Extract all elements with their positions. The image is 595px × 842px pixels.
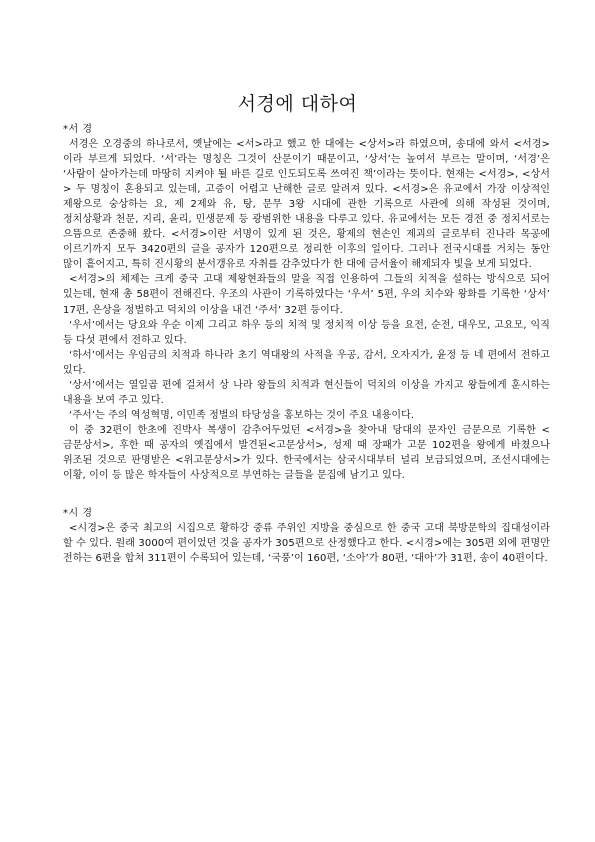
paragraph: <시경>은 중국 최고의 시집으로 황하강 중류 주위인 지방을 중심으로 한 중국 고대 북방문학의 집대성이라 할 수 있다. 원래 3000여 편이었던 것을 공자가 305편으로 산정했다고 한다. <시경>에는 305편 외에 편명만 전하는 6편을 합쳐 311편이 수록되어 있는데, ‘국풍’이 160편, ‘소아’가 80편, ‘대아’가 31편, 송이 40편이다.	[63, 523, 550, 565]
section-heading-sigyeong: *시 경	[63, 508, 93, 520]
paragraph: ‘상서’에서는 열일곱 편에 걸쳐서 상 나라 왕들의 치적과 현신들이 덕치의 이상을 가지고 왕들에게 훈시하는 내용을 보여 주고 있다.	[63, 379, 550, 406]
paragraph: ‘우서’에서는 당요와 우순 이제 그리고 하우 등의 치적 및 정치적 이상 등을 요전, 순전, 대우모, 고요모, 익직 등 다섯 편에서 전하고 있다.	[63, 319, 550, 346]
paragraph: ‘주서’는 주의 역성혁명, 이민족 정벌의 타당성을 홍보하는 것이 주요 내용이다.	[69, 409, 415, 421]
document-title: 서경에 대하여	[237, 93, 358, 115]
paragraph: 서경은 오경중의 하나로서, 옛날에는 <서>라고 했고 한 대에는 <상서>라 하였으며, 송대에 와서 <서경>이라 부르게 되었다. ‘서’라는 명칭은 그것이 산문이기 때문이고, ‘상서’는 높여서 부르는 말이며, ‘서경’은 ‘사람이 살아가는데 마땅히 지켜야 될 바른 길로 인도되도록 쓰여진 책’이라는 뜻이다. 현재는 <서경>, <상서> 두 명칭이 혼용되고 있는데, 고증이 어렵고 난해한 글로 알려져 있다. <서경>은 유교에서 가장 이상적인 제왕으로 숭상하는 요, 제 2제와 유, 탕, 문무 3왕 시대에 관한 기록으로 사관에 의해 작성된 것이며, 정치상황과 천문, 지리, 윤리, 민생문제 등 광범위한 내용을 다루고 있다. 유교에서는 모든 경전 중 정치서로는 으뜸으로 존중해 왔다. <서경>이란 서명이 있게 된 것은, 황제의 현손인 제괴의 글로부터 진나라 목공에 이르기까지 모두 3420편의 글을 공자가 120편으로 정리한 이후의 일이다. 그러나 전국시대를 거치는 동안 많이 흩어지고, 특히 진시황의 분서갱유로 자취를 감추었다가 한 대에 금서율이 해제되자 빛을 보게 되었다.	[63, 139, 550, 271]
section-heading-seogyeong: *서 경	[63, 124, 93, 135]
document-body	[63, 122, 550, 566]
paragraph: <서경>의 체제는 크게 중국 고대 제왕현좌들의 말을 직접 인용하여 그들의 치적을 설하는 방식으로 되어 있는데, 현재 총 58편이 전해진다. 우조의 사관이 기록하였다는 ‘우서’ 5편, 우의 치수와 왕화를 기록한 ‘상서’ 17편, 은상을 정벌하고 덕치의 이상을 내건 ‘주서’ 32편 등이다.	[63, 274, 550, 316]
section-spacer	[63, 483, 550, 506]
paragraph: 이 중 32편이 한초에 진박사 복생이 감추어두었던 <서경>을 찾아내 당대의 문자인 금문으로 기록한 <금문상서>, 후한 때 공자의 옛집에서 발견된<고문상서>, 성제 때 장패가 고문 102편을 왕에게 바쳤으나 위조된 것으로 판명받은 <위고문상서>가 있다. 한국에서는 삼국시대부터 널리 보급되었으며, 조선시대에는 이황, 이이 등 많은 학자들이 사상적으로 부연하는 글들을 문집에 남기고 있다.	[63, 424, 550, 482]
paragraph: ‘하서’에서는 우임금의 치적과 하나라 초기 역대왕의 사적을 우공, 감서, 오자지가, 윤정 등 네 편에서 전하고 있다.	[63, 349, 550, 376]
